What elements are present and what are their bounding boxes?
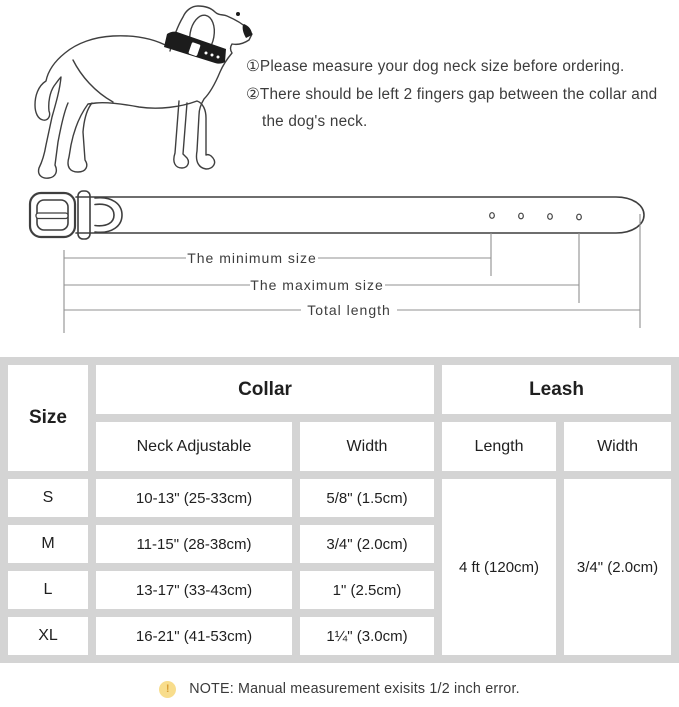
note-2: ②There should be left 2 fingers gap between the collar and the dog's neck. [246, 86, 658, 130]
collar-measurement-diagram [0, 185, 679, 333]
dog-front-leg2 [174, 101, 189, 168]
warning-icon: ! [159, 681, 176, 698]
col-header-leash: Leash [442, 365, 671, 414]
label-minimum-size: The minimum size [187, 250, 317, 266]
collar-buckle-prong [36, 213, 68, 219]
collar-d-loop [95, 198, 122, 233]
col-header-leash-length: Length [442, 422, 556, 471]
label-total-length: Total length [307, 302, 391, 318]
size-m: M [8, 525, 88, 563]
collar-holes [490, 213, 582, 220]
neck-l: 13-17" (33-43cm) [96, 571, 292, 609]
col-header-leash-width: Width [564, 422, 671, 471]
dog-back-outline [35, 36, 169, 178]
dog-collar-stud [211, 54, 214, 57]
collar-strap [76, 197, 644, 233]
leash-width-cell: 3/4" (2.0cm) [564, 479, 671, 655]
width-xl: 1¼" (3.0cm) [300, 617, 434, 655]
width-s: 5/8" (1.5cm) [300, 479, 434, 517]
neck-xl: 16-21" (41-53cm) [96, 617, 292, 655]
size-chart-table [0, 357, 679, 663]
dog-illustration [0, 2, 260, 188]
dog-collar-stud [205, 52, 208, 55]
size-s: S [8, 479, 88, 517]
width-l: 1" (2.5cm) [300, 571, 434, 609]
footnote-text: NOTE: Manual measurement exisits 1/2 inch error. [189, 681, 520, 697]
footnote [0, 678, 679, 700]
collar-keeper-loop [78, 191, 90, 239]
label-maximum-size: The maximum size [250, 277, 384, 293]
col-header-neck-adjustable: Neck Adjustable [96, 422, 292, 471]
neck-s: 10-13" (25-33cm) [96, 479, 292, 517]
col-header-collar: Collar [96, 365, 434, 414]
neck-m: 11-15" (28-38cm) [96, 525, 292, 563]
note-1: ①Please measure your dog neck size before ordering. [246, 58, 625, 75]
width-m: 3/4" (2.0cm) [300, 525, 434, 563]
dog-thigh-line [73, 60, 113, 102]
measuring-notes [246, 53, 676, 135]
dog-eye [236, 12, 240, 16]
leash-length-cell: 4 ft (120cm) [442, 479, 556, 655]
size-l: L [8, 571, 88, 609]
table-row [8, 479, 671, 517]
col-header-collar-width: Width [300, 422, 434, 471]
table-header-row-1 [8, 365, 671, 414]
size-xl: XL [8, 617, 88, 655]
dog-collar-stud [217, 56, 220, 59]
col-header-size: Size [8, 365, 88, 471]
table-header-row-2 [8, 422, 671, 471]
